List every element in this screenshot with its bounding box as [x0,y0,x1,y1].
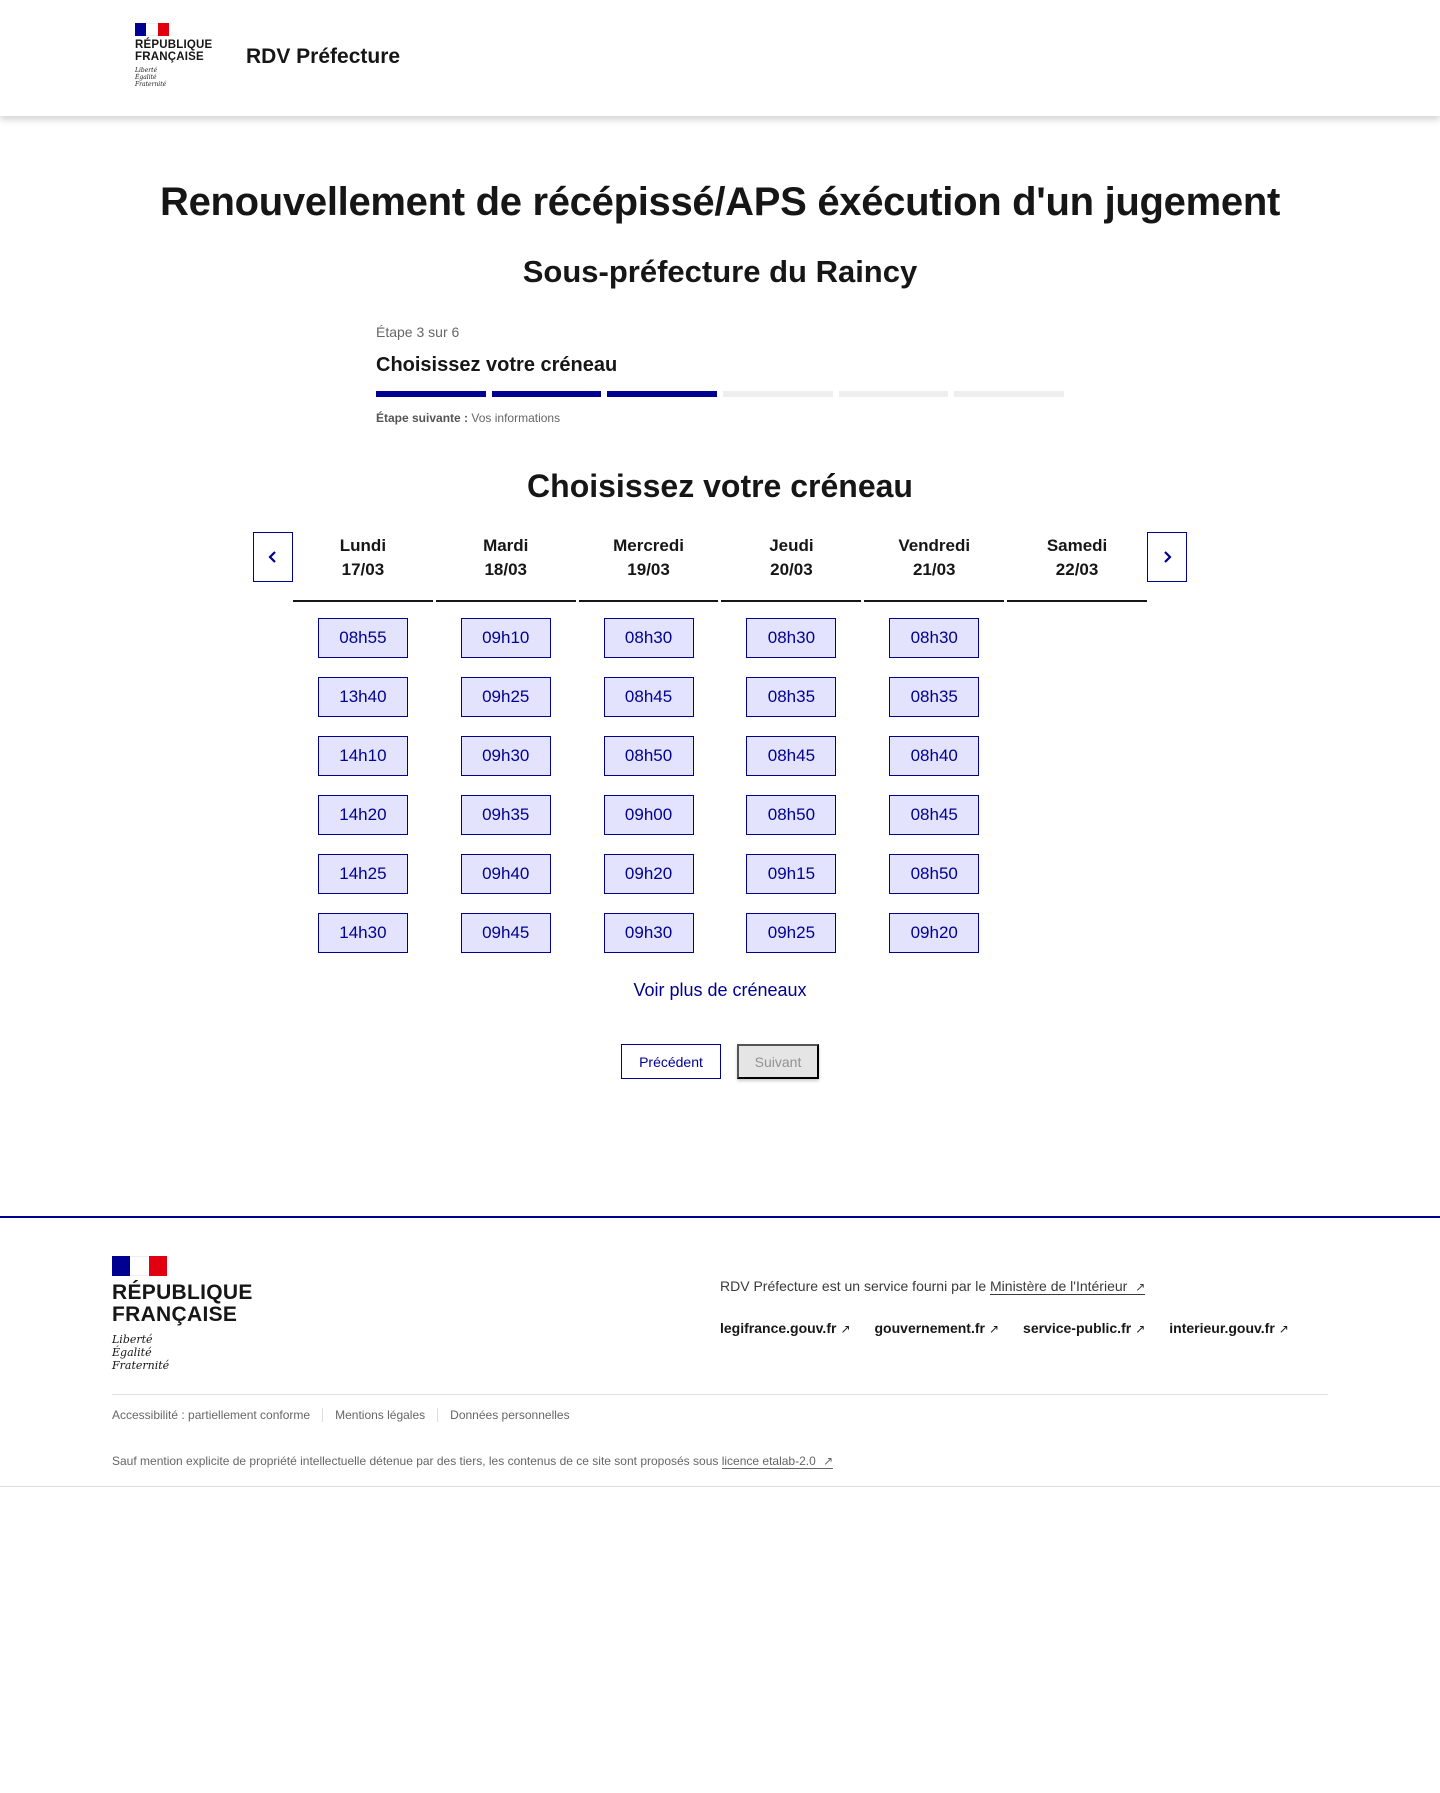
footer-bottom-link[interactable]: Données personnelles [437,1408,581,1422]
day-date: 17/03 [341,560,385,579]
footer-external-link[interactable] [720,1320,851,1336]
external-link-icon: ↗ [1135,1280,1146,1294]
footer-bottom-link[interactable]: Mentions légales [322,1408,437,1422]
logo-devise: Liberté Égalité Fraternité [135,67,167,88]
french-flag-icon [135,23,169,36]
stepper-segment [839,391,949,397]
day-header [864,532,1004,602]
footer-bottom-links [112,1408,582,1422]
french-flag-icon [112,1256,167,1276]
time-slot-button[interactable]: 14h30 [318,913,408,953]
time-slot-button[interactable]: 08h45 [746,736,836,776]
time-slot-button[interactable]: 08h30 [889,618,979,658]
day-column [579,532,719,953]
stepper-segment [607,391,717,397]
footer-external-link[interactable] [875,1320,1000,1336]
footer-logo-devise: Liberté Égalité Fraternité [112,1333,170,1372]
time-slot-button[interactable]: 09h10 [461,618,551,658]
external-link-icon: ↗ [1135,1322,1146,1336]
stepper [376,324,1064,425]
time-slot-button[interactable]: 09h15 [746,854,836,894]
stepper-next-step: Étape suivante : Vos informations [376,411,561,425]
day-column [864,532,1004,953]
footer-republique-francaise-logo[interactable] [112,1256,253,1372]
time-slot-button[interactable]: 09h20 [889,913,979,953]
footer-external-link[interactable] [1169,1320,1289,1336]
stepper-progress [376,391,1064,397]
slot-section-title: Choisissez votre créneau [527,468,913,504]
time-slot-button[interactable]: 09h25 [461,677,551,717]
slot-list [1007,602,1147,618]
time-slot-button[interactable]: 08h50 [889,854,979,894]
time-slot-button[interactable]: 08h30 [604,618,694,658]
day-column [293,532,433,953]
slot-list [293,602,433,953]
slot-list [436,602,576,953]
footer-description: RDV Préfecture est un service fourni par le Ministère de l'Intérieur ↗ [720,1278,1146,1294]
time-slot-button[interactable]: 09h20 [604,854,694,894]
previous-button[interactable]: Précédent [621,1044,721,1079]
day-name: Jeudi [769,536,814,555]
day-header [436,532,576,602]
day-header [1007,532,1147,602]
calendar-days [293,532,1147,953]
time-slot-button[interactable]: 08h30 [746,618,836,658]
time-slot-button[interactable]: 08h45 [889,795,979,835]
day-date: 18/03 [484,560,528,579]
footer-license: Sauf mention explicite de propriété intellectuelle détenue par des tiers, les contenus de ce site sont proposés sous licence etalab-2.0 ↗ [112,1454,834,1468]
time-slot-button[interactable]: 14h10 [318,736,408,776]
license-link[interactable]: licence etalab-2.0 ↗ [721,1454,834,1468]
stepper-title: Choisissez votre créneau [376,354,618,376]
day-date: 21/03 [912,560,956,579]
time-slot-button[interactable]: 13h40 [318,677,408,717]
day-date: 20/03 [770,560,813,579]
day-date: 22/03 [1055,560,1099,579]
stepper-segment [376,391,486,397]
time-slot-button[interactable]: 09h45 [461,913,551,953]
page-subtitle: Sous-préfecture du Raincy [522,254,918,289]
stepper-segment [492,391,602,397]
stepper-segment [954,391,1064,397]
ministry-link[interactable]: Ministère de l'Intérieur ↗ [990,1278,1146,1294]
external-link-icon: ↗ [840,1322,851,1336]
footer-link-label: interieur.gouv.fr [1169,1320,1275,1336]
slot-list [579,602,719,953]
time-slot-button[interactable]: 08h50 [746,795,836,835]
footer-links [720,1320,1289,1336]
logo-text: RÉPUBLIQUE FRANÇAISE [135,39,213,63]
footer-link-label: legifrance.gouv.fr [720,1320,837,1336]
next-week-button[interactable] [1147,532,1187,582]
day-name: Vendredi [898,536,971,555]
more-slots-link[interactable]: Voir plus de créneaux [633,980,807,1000]
site-header [0,0,1440,116]
slot-list [864,602,1004,953]
footer-bottom-link[interactable]: Accessibilité : partiellement conforme [112,1408,311,1422]
time-slot-button[interactable]: 09h25 [746,913,836,953]
stepper-segment [723,391,833,397]
time-slot-button[interactable]: 08h40 [889,736,979,776]
time-slot-button[interactable]: 14h20 [318,795,408,835]
republique-francaise-logo[interactable] [135,23,212,88]
footer-link-label: service-public.fr [1023,1320,1132,1336]
time-slot-button[interactable]: 08h35 [889,677,979,717]
footer-bottom-border [0,1486,1440,1487]
time-slot-button[interactable]: 08h50 [604,736,694,776]
stepper-state: Étape 3 sur 6 [376,324,460,340]
day-header [579,532,719,602]
footer-external-link[interactable] [1023,1320,1145,1336]
day-column [1007,532,1147,953]
footer-link-label: gouvernement.fr [874,1320,985,1336]
site-title[interactable]: RDV Préfecture [246,45,401,68]
time-slot-button[interactable]: 08h55 [318,618,408,658]
day-header [721,532,861,602]
day-column [436,532,576,953]
footer-divider [112,1394,1328,1395]
time-slot-button[interactable]: 09h35 [461,795,551,835]
day-column [721,532,861,953]
external-link-icon: ↗ [823,1454,834,1468]
day-name: Mardi [483,536,529,555]
chevron-left-icon [267,550,279,564]
chevron-right-icon [1161,550,1173,564]
previous-week-button[interactable] [253,532,293,582]
time-slot-button[interactable]: 09h30 [461,736,551,776]
slot-list [721,602,861,953]
footer-logo-text: RÉPUBLIQUE FRANÇAISE [112,1281,253,1326]
time-slot-button[interactable]: 09h40 [461,854,551,894]
day-name: Samedi [1046,536,1108,555]
time-slot-button[interactable]: 09h00 [604,795,694,835]
time-slot-button[interactable]: 08h35 [746,677,836,717]
time-slot-button[interactable]: 08h45 [604,677,694,717]
external-link-icon: ↗ [988,1322,1000,1336]
day-header [293,532,433,602]
time-slot-button[interactable]: 09h30 [604,913,694,953]
external-link-icon: ↗ [1278,1322,1289,1336]
day-name: Lundi [339,536,387,555]
day-date: 19/03 [627,560,670,579]
time-slot-button[interactable]: 14h25 [318,854,408,894]
footer-top-border [0,1216,1440,1218]
page-title: Renouvellement de récépissé/APS éxécution d'un jugement [160,180,1280,224]
next-button[interactable]: Suivant [737,1044,819,1079]
day-name: Mercredi [613,536,684,555]
